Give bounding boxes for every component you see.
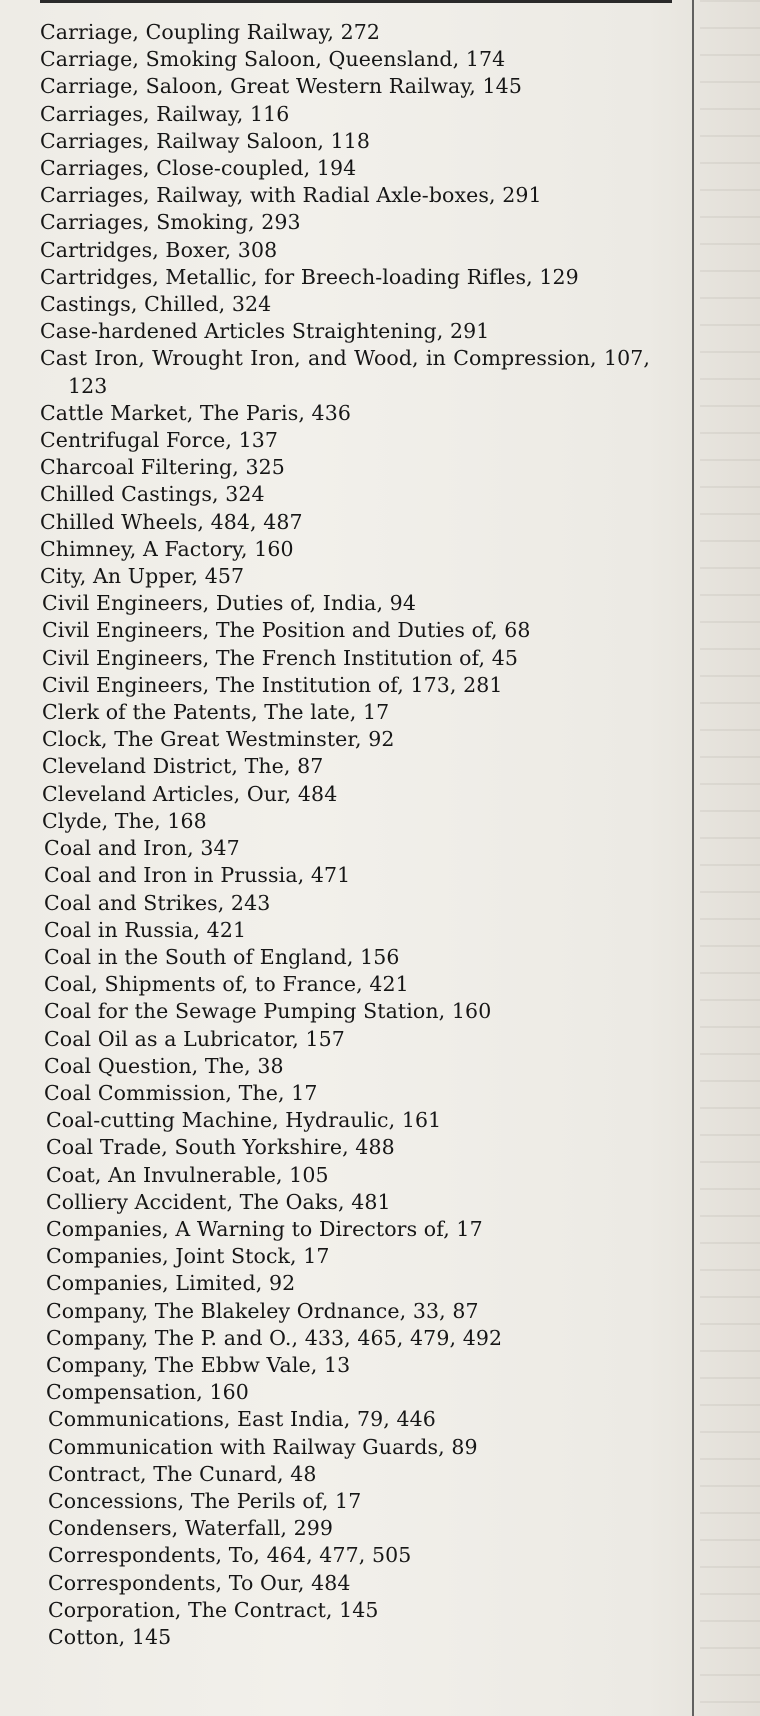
index-entry: Cattle Market, The Paris, 436 <box>40 400 351 425</box>
index-entry: Company, The Ebbw Vale, 13 <box>46 1352 351 1377</box>
index-entry: Coal and Strikes, 243 <box>44 890 271 915</box>
index-entry: Cartridges, Boxer, 308 <box>40 237 278 262</box>
index-entry: Civil Engineers, The Position and Duties of, 68 <box>42 618 531 643</box>
index-entry: Companies, Joint Stock, 17 <box>46 1244 330 1269</box>
index-entry: Chimney, A Factory, 160 <box>40 536 294 561</box>
index-entry: Clyde, The, 168 <box>42 808 207 833</box>
index-entry: Carriages, Railway, with Radial Axle-boxes, 291 <box>40 183 542 208</box>
index-entry: Coal, Shipments of, to France, 421 <box>44 972 409 997</box>
index-entry: Cleveland Articles, Our, 484 <box>42 781 338 806</box>
index-entry: Coal in Russia, 421 <box>44 917 247 942</box>
index-entry: Coal Commission, The, 17 <box>44 1080 318 1105</box>
index-entry: Coal Trade, South Yorkshire, 488 <box>46 1135 395 1160</box>
index-entry: Civil Engineers, Duties of, India, 94 <box>42 591 416 616</box>
index-entry: Condensers, Waterfall, 299 <box>48 1516 334 1541</box>
index-entry: Cotton, 145 <box>48 1624 172 1649</box>
index-entry: Company, The P. and O., 433, 465, 479, 492 <box>46 1325 503 1350</box>
index-entry: Companies, Limited, 92 <box>46 1271 296 1296</box>
index-entry: Chilled Wheels, 484, 487 <box>40 509 303 534</box>
index-entry: Coal and Iron, 347 <box>44 836 240 861</box>
index-entry: Contract, The Cunard, 48 <box>48 1461 317 1486</box>
index-entry: Communications, East India, 79, 446 <box>48 1407 436 1432</box>
index-entry: Cleveland District, The, 87 <box>42 754 324 779</box>
adjacent-column-bleed <box>700 0 760 1716</box>
index-entry: Carriages, Smoking, 293 <box>40 210 301 235</box>
index-entry: Clock, The Great Westminster, 92 <box>42 727 395 752</box>
index-entry: Carriages, Railway, 116 <box>40 101 290 126</box>
index-entry: Coal Oil as a Lubricator, 157 <box>44 1026 345 1051</box>
index-entry: Company, The Blakeley Ordnance, 33, 87 <box>46 1298 479 1323</box>
index-entry: Companies, A Warning to Directors of, 17 <box>46 1216 483 1241</box>
index-entry: Coal Question, The, 38 <box>44 1053 284 1078</box>
index-entry: Civil Engineers, The French Institution of, 45 <box>42 645 519 670</box>
index-entry: Carriage, Saloon, Great Western Railway, 145 <box>40 74 522 99</box>
index-entry: Coal and Iron in Prussia, 471 <box>44 863 351 888</box>
index-entry: Colliery Accident, The Oaks, 481 <box>46 1189 391 1214</box>
index-entry: Carriage, Smoking Saloon, Queensland, 174 <box>40 47 506 72</box>
index-entry: Coal for the Sewage Pumping Station, 160 <box>44 999 492 1024</box>
index-entry: Case-hardened Articles Straightening, 291 <box>40 319 490 344</box>
index-entry: Compensation, 160 <box>46 1380 249 1405</box>
index-entry: Cast Iron, Wrought Iron, and Wood, in Compression, 107, 123 <box>40 346 650 398</box>
index-entry: Carriages, Railway Saloon, 118 <box>40 128 371 153</box>
index-entry: Carriages, Close-coupled, 194 <box>40 156 357 181</box>
index-entry: Coat, An Invulnerable, 105 <box>46 1162 329 1187</box>
index-entry: Coal in the South of England, 156 <box>44 944 400 969</box>
index-entry: Charcoal Filtering, 325 <box>40 455 285 480</box>
index-entry: Correspondents, To Our, 484 <box>48 1570 351 1595</box>
index-entry: Clerk of the Patents, The late, 17 <box>42 700 390 725</box>
index-entry: Correspondents, To, 464, 477, 505 <box>48 1543 412 1568</box>
index-entry: Coal-cutting Machine, Hydraulic, 161 <box>46 1108 442 1133</box>
index-entry: Castings, Chilled, 324 <box>40 292 272 317</box>
index-entry: Civil Engineers, The Institution of, 173, 281 <box>42 672 503 697</box>
index-entry: Concessions, The Perils of, 17 <box>48 1488 362 1513</box>
index-entry: Chilled Castings, 324 <box>40 482 265 507</box>
index-entry: Carriage, Coupling Railway, 272 <box>40 20 381 44</box>
top-rule <box>40 0 672 3</box>
index-entries-list <box>0 19 700 1651</box>
index-entry: Centrifugal Force, 137 <box>40 428 279 453</box>
index-entry: Communication with Railway Guards, 89 <box>48 1434 478 1459</box>
index-entry: Cartridges, Metallic, for Breech-loading Rifles, 129 <box>40 264 579 289</box>
index-entry: Corporation, The Contract, 145 <box>48 1597 379 1622</box>
index-entry: City, An Upper, 457 <box>40 564 245 589</box>
